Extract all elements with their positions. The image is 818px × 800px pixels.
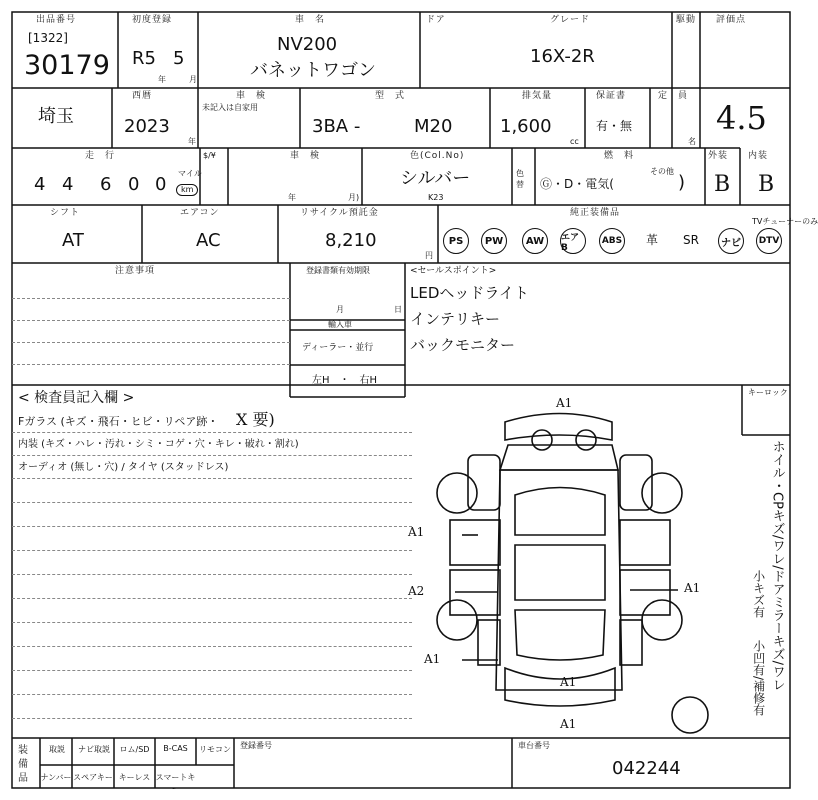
- inspector-line-3: オーディオ (無し・穴) / タイヤ (スタッドレス): [18, 462, 229, 473]
- car-name-2: バネットワゴン: [250, 60, 376, 81]
- reg-no-label: 登録番号: [240, 741, 272, 750]
- aircon-label: エアコン: [180, 208, 220, 218]
- option-dtv: DTV: [756, 228, 782, 254]
- damage-mark-front: A1: [556, 396, 573, 410]
- mileage-digit-4: 0: [128, 174, 140, 195]
- exterior-label: 外装: [708, 151, 729, 161]
- mileage-digit-2: 4: [62, 174, 74, 195]
- color-label: 色(Col.No): [410, 151, 465, 161]
- footer-item-bcas: B-CAS: [163, 744, 188, 753]
- car-name-1: NV200: [277, 34, 338, 55]
- options-label: 純正装備品: [570, 208, 621, 218]
- mileage-unit-km: km: [176, 184, 198, 196]
- selling-point-3: バックモニター: [410, 336, 516, 354]
- shift-value: AT: [62, 230, 84, 251]
- year-unit: 年: [158, 75, 166, 84]
- interior-label: 内装: [748, 151, 769, 161]
- damage-mark-left-front-door: A1: [408, 525, 425, 539]
- inspection-note: 未記入は自家用: [202, 103, 258, 112]
- footer-item-rom-sd: ロム/SD: [119, 745, 150, 754]
- reg-expiry-label: 登録書類有効期限: [306, 266, 370, 275]
- month-unit: 月: [189, 75, 197, 84]
- type-label: 型 式: [375, 91, 406, 101]
- side-note-2: 小キズ有: [751, 570, 766, 618]
- reg-day: 日: [394, 305, 402, 314]
- selling-point-1: LEDヘッドライト: [410, 284, 529, 302]
- inspector-line-1-mark: X 要): [236, 410, 275, 429]
- inspect-year-unit: 年: [288, 193, 296, 202]
- option-airbag: エアB: [560, 228, 586, 254]
- option-pw: PW: [481, 228, 507, 254]
- damage-mark-rear-glass: A1: [560, 675, 577, 689]
- liability-label: 保証書: [596, 91, 627, 101]
- fuel-value: Ⓖ・D・電気(: [540, 177, 614, 191]
- option-abs: ABS: [599, 228, 625, 254]
- damage-mark-left-rear-door: A2: [408, 584, 425, 598]
- lot-label: 出品番号: [36, 15, 77, 25]
- footer-item-keyless: キーレス: [118, 773, 151, 782]
- yen-unit: 円: [425, 251, 433, 260]
- dollar-label: $/¥: [203, 151, 216, 160]
- chassis-label: 車台番号: [518, 741, 550, 750]
- fuel-close: ): [678, 172, 686, 193]
- mileage-digit-3: 6: [100, 174, 112, 195]
- score-value: 4.5: [716, 99, 767, 137]
- cc-unit: cc: [570, 137, 579, 146]
- type-code: M20: [414, 116, 453, 137]
- grade-label: グレード: [550, 15, 591, 25]
- fuel-label: 燃 料: [604, 151, 635, 161]
- color-value: シルバー: [400, 168, 471, 189]
- recycle-label: リサイクル預託金: [300, 208, 379, 218]
- mileage-unit-mile: マイル: [178, 169, 202, 178]
- lot-number: 30179: [24, 50, 110, 81]
- side-note-1: ホイル・CPキズ/ワレ/ドアミラーキズ/ワレ: [769, 440, 785, 692]
- option-sr: SR: [683, 233, 699, 247]
- color-change-label: 色 替: [516, 169, 524, 190]
- inspect-month-unit: 月): [348, 193, 360, 202]
- footer-item-remote: リモコン: [199, 745, 231, 754]
- selling-point-2: インテリキー: [410, 310, 501, 328]
- exterior-grade: B: [714, 172, 731, 197]
- damage-mark-left-rear: A1: [424, 652, 441, 666]
- tuner-label: TVチューナーのみ: [752, 217, 818, 226]
- liability-value: 有・無: [596, 119, 633, 133]
- first-reg-era: R5: [132, 48, 156, 69]
- inspection-label: 車 検: [236, 91, 267, 101]
- shift-label: シフト: [50, 208, 81, 218]
- footer-item-navi-manual: ナビ取説: [78, 745, 110, 754]
- region: 埼玉: [38, 106, 74, 127]
- model-year: 2023: [124, 116, 170, 137]
- model-year-label: 西暦: [132, 91, 153, 101]
- mileage-digit-1: 4: [34, 174, 46, 195]
- fuel-other: その他: [650, 167, 674, 176]
- option-leather: 革: [646, 233, 659, 247]
- keylock-label: キーロック: [748, 388, 788, 397]
- drive-label: 駆動: [676, 15, 697, 25]
- car-name-label: 車 名: [295, 15, 326, 25]
- option-ps: PS: [443, 228, 469, 254]
- chassis-value: 042244: [612, 758, 681, 779]
- inspector-line-2: 内装 (キズ・ハレ・汚れ・シミ・コゲ・穴・キレ・破れ・割れ): [18, 439, 299, 450]
- inspector-line-1: Fガラス (キズ・飛石・ヒビ・リペア跡・: [18, 415, 219, 428]
- capacity-label: 定 員: [658, 91, 689, 101]
- grade-value: 16X-2R: [530, 46, 595, 67]
- import-label: 輸入車: [328, 320, 352, 329]
- footer-item-manual: 取説: [49, 745, 65, 754]
- first-reg-label: 初度登録: [132, 15, 173, 25]
- damage-mark-right-rear-door: A1: [684, 581, 701, 595]
- capacity-unit: 名: [688, 137, 696, 146]
- option-navi: ナビ: [718, 228, 744, 254]
- mileage-digit-5: 0: [155, 174, 167, 195]
- side-note-3: 小凹有/補修有: [751, 640, 766, 717]
- recycle-value: 8,210: [325, 230, 377, 251]
- aircon-value: AC: [196, 230, 221, 251]
- option-aw: AW: [522, 228, 548, 254]
- displacement-label: 排気量: [522, 91, 553, 101]
- displacement: 1,600: [500, 116, 552, 137]
- inspector-title: < 検査員記入欄 >: [18, 390, 135, 406]
- type-prefix: 3BA -: [312, 116, 361, 137]
- footer-item-smart-key: スマートキー: [155, 773, 196, 793]
- car-inspect-label: 車 検: [290, 151, 321, 161]
- mileage-label: 走 行: [85, 151, 116, 161]
- door-label: ドア: [426, 15, 446, 25]
- caution-label: 注意事項: [115, 266, 156, 276]
- damage-mark-rear-bumper: A1: [560, 717, 577, 731]
- first-reg-month: 5: [173, 48, 185, 69]
- footer-item-spare-key: スペアキー: [73, 773, 113, 782]
- lot-bracket: [1322]: [28, 31, 68, 45]
- score-label: 評価点: [716, 15, 747, 25]
- reg-month: 月: [336, 305, 344, 314]
- interior-grade: B: [758, 172, 775, 197]
- model-year-unit: 年: [188, 137, 196, 146]
- footer-item-number: ナンバー: [40, 773, 72, 782]
- handle-value: 左H ・ 右H: [312, 375, 378, 386]
- selling-label: <セールスポイント>: [410, 266, 497, 276]
- import-value: ディーラー・並行: [302, 343, 374, 353]
- equipment-label: 装 備 品: [18, 745, 28, 784]
- color-code: K23: [428, 193, 444, 202]
